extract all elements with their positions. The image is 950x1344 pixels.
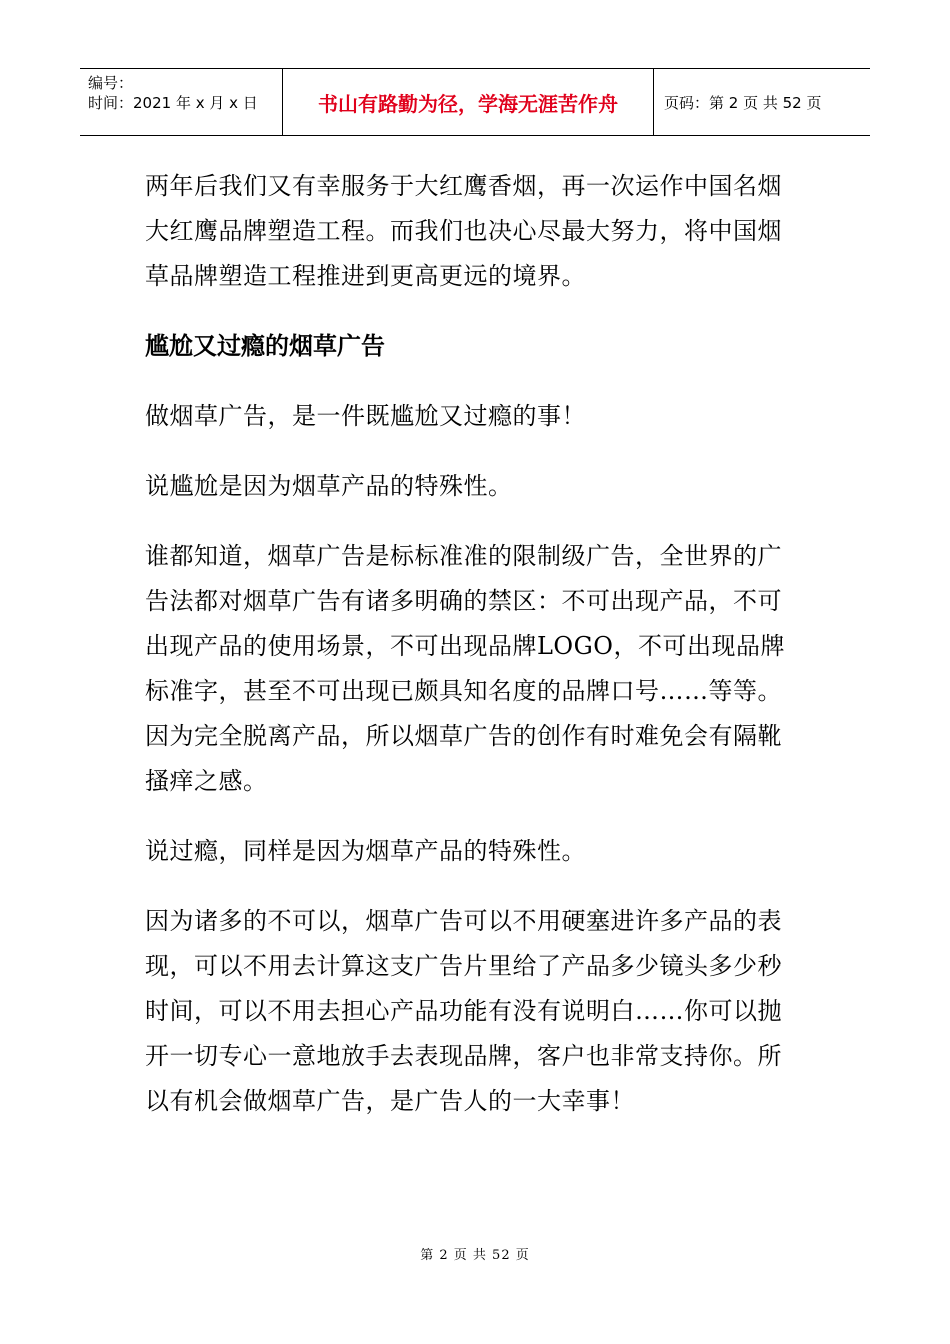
- header-motto: 书山有路勤为径，学海无涯苦作舟: [282, 69, 654, 135]
- paragraph: 因为诸多的不可以，烟草广告可以不用硬塞进许多产品的表现，可以不用去计算这支广告片里给了产品多少镜头多少秒时间，可以不用去担心产品功能有没有说明白……你可以抛开一切专心一意地放手去表现品牌，客户也非常支持你。所以有机会做烟草广告，是广告人的一大幸事！: [145, 907, 782, 1115]
- document-body: [145, 164, 805, 1149]
- header-page-info: 页码：第 2 页 共 52 页: [664, 93, 822, 112]
- paragraph: 说过瘾，同样是因为烟草产品的特殊性。: [145, 837, 586, 865]
- paragraph: 说尴尬是因为烟草产品的特殊性。: [145, 472, 513, 500]
- paragraph: 谁都知道，烟草广告是标标准准的限制级广告，全世界的广告法都对烟草广告有诸多明确的禁区：不可出现产品，不可出现产品的使用场景，不可出现品牌LOGO，不可出现品牌标准字，甚至不可出现已颇具知名度的品牌口号……等等。因为完全脱离产品，所以烟草广告的创作有时难免会有隔靴搔痒之感。: [145, 542, 785, 795]
- header-meta: [80, 69, 282, 135]
- date-label: 时间：2021 年 x 月 x 日: [88, 94, 258, 112]
- section-heading: 尴尬又过瘾的烟草广告: [145, 332, 385, 360]
- document-header: [80, 68, 870, 136]
- paragraph: 两年后我们又有幸服务于大红鹰香烟，再一次运作中国名烟大红鹰品牌塑造工程。而我们也决心尽最大努力，将中国烟草品牌塑造工程推进到更高更远的境界。: [145, 172, 782, 290]
- paragraph: 做烟草广告，是一件既尴尬又过瘾的事！: [145, 402, 586, 430]
- page-footer: 第 2 页 共 52 页: [420, 1248, 530, 1263]
- code-label: 编号：: [88, 74, 134, 92]
